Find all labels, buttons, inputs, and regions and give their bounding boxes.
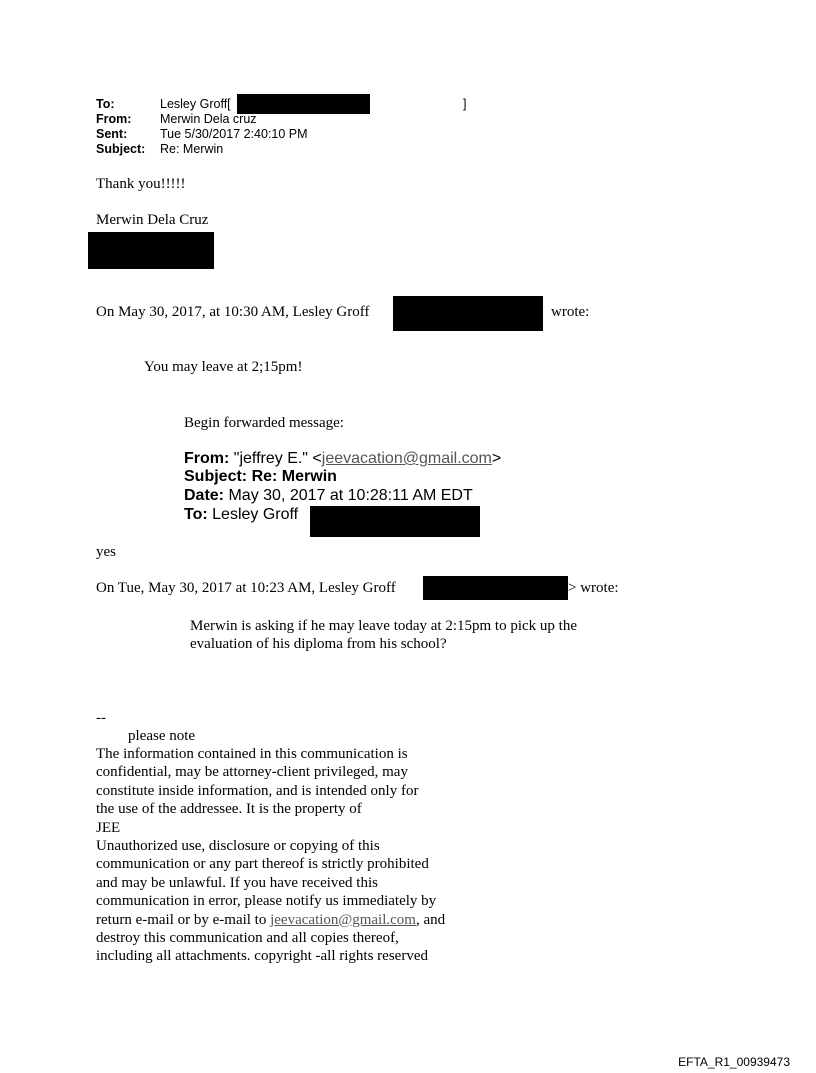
disclaimer-line: communication or any part thereof is strictly prohibited xyxy=(96,856,429,873)
disclaimer-line: destroy this communication and all copies thereof, xyxy=(96,930,399,947)
sent-label: Sent: xyxy=(96,127,128,141)
fwd-subject-line xyxy=(184,468,337,486)
reply-text: You may leave at 2;15pm! xyxy=(144,359,303,375)
disclaimer-line: including all attachments. copyright -all rights reserved xyxy=(96,948,428,965)
fwd-to-value: Lesley Groff xyxy=(212,506,299,523)
fwd-to-label: To: xyxy=(184,506,208,523)
disclaimer-line: communication in error, please notify us immediately by xyxy=(96,893,437,910)
quote2-intro: On Tue, May 30, 2017 at 10:23 AM, Lesley Groff xyxy=(96,580,396,596)
subject-label: Subject: xyxy=(96,142,146,156)
from-value: Merwin Dela cruz xyxy=(160,112,257,126)
fwd-from-line xyxy=(184,450,501,468)
redaction-to-email xyxy=(237,94,370,114)
redaction-signature xyxy=(88,232,214,269)
document-id: EFTA_R1_00939473 xyxy=(678,1055,790,1069)
quote2-wrote: > wrote: xyxy=(568,580,619,596)
thanks-text: Thank you!!!!! xyxy=(96,176,186,192)
disclaimer-return-line xyxy=(96,911,496,929)
question-line-2: evaluation of his diploma from his school? xyxy=(190,636,447,652)
from-label: From: xyxy=(96,112,132,126)
disclaimer-line: The information contained in this communication is xyxy=(96,746,408,762)
yes-text: yes xyxy=(96,544,116,560)
quote1-intro: On May 30, 2017, at 10:30 AM, Lesley Groff xyxy=(96,304,370,320)
footer-note: please note xyxy=(128,728,196,744)
fwd-date-value: May 30, 2017 at 10:28:11 AM EDT xyxy=(228,487,473,504)
fwd-to-line xyxy=(184,506,298,524)
disclaimer-line: confidential, may be attorney-client privileged, may xyxy=(96,764,408,781)
redaction-fwd-to-email xyxy=(310,506,480,537)
return-suffix: , and xyxy=(415,911,446,928)
fwd-from-email-link[interactable]: jeevacation@gmail.com xyxy=(321,450,492,467)
disclaimer-line: JEE xyxy=(96,819,121,836)
forward-intro: Begin forwarded message: xyxy=(184,415,344,431)
to-value: Lesley Groff[ xyxy=(160,97,231,111)
fwd-from-label: From: xyxy=(184,450,230,467)
footer-dashes: -- xyxy=(96,710,106,726)
quote1-wrote: wrote: xyxy=(551,304,590,320)
fwd-subject-value: Re: Merwin xyxy=(251,468,337,485)
to-label: To: xyxy=(96,97,115,111)
disclaimer-block xyxy=(96,745,496,966)
return-email-link[interactable]: jeevacation@gmail.com xyxy=(270,911,416,928)
question-line-1: Merwin is asking if he may leave today at 2:15pm to pick up the xyxy=(190,618,577,634)
disclaimer-line: constitute inside information, and is intended only for xyxy=(96,782,419,799)
sent-value: Tue 5/30/2017 2:40:10 PM xyxy=(160,127,308,141)
redaction-quote1-email xyxy=(393,296,543,331)
fwd-subject-label: Subject: xyxy=(184,468,248,485)
redaction-quote2-email xyxy=(423,576,568,600)
fwd-from-close: > xyxy=(491,450,502,467)
subject-value: Re: Merwin xyxy=(160,142,224,156)
fwd-from-value: "jeffrey E." < xyxy=(233,450,322,467)
disclaimer-line: and may be unlawful. If you have received this xyxy=(96,874,378,891)
disclaimer-line: Unauthorized use, disclosure or copying of this xyxy=(96,838,380,855)
fwd-date-line xyxy=(184,487,473,505)
fwd-date-label: Date: xyxy=(184,487,225,504)
signature-name: Merwin Dela Cruz xyxy=(96,212,209,228)
to-close: ] xyxy=(463,97,467,111)
return-prefix: return e-mail or by e-mail to xyxy=(96,911,271,928)
disclaimer-line: the use of the addressee. It is the property of xyxy=(96,801,362,818)
